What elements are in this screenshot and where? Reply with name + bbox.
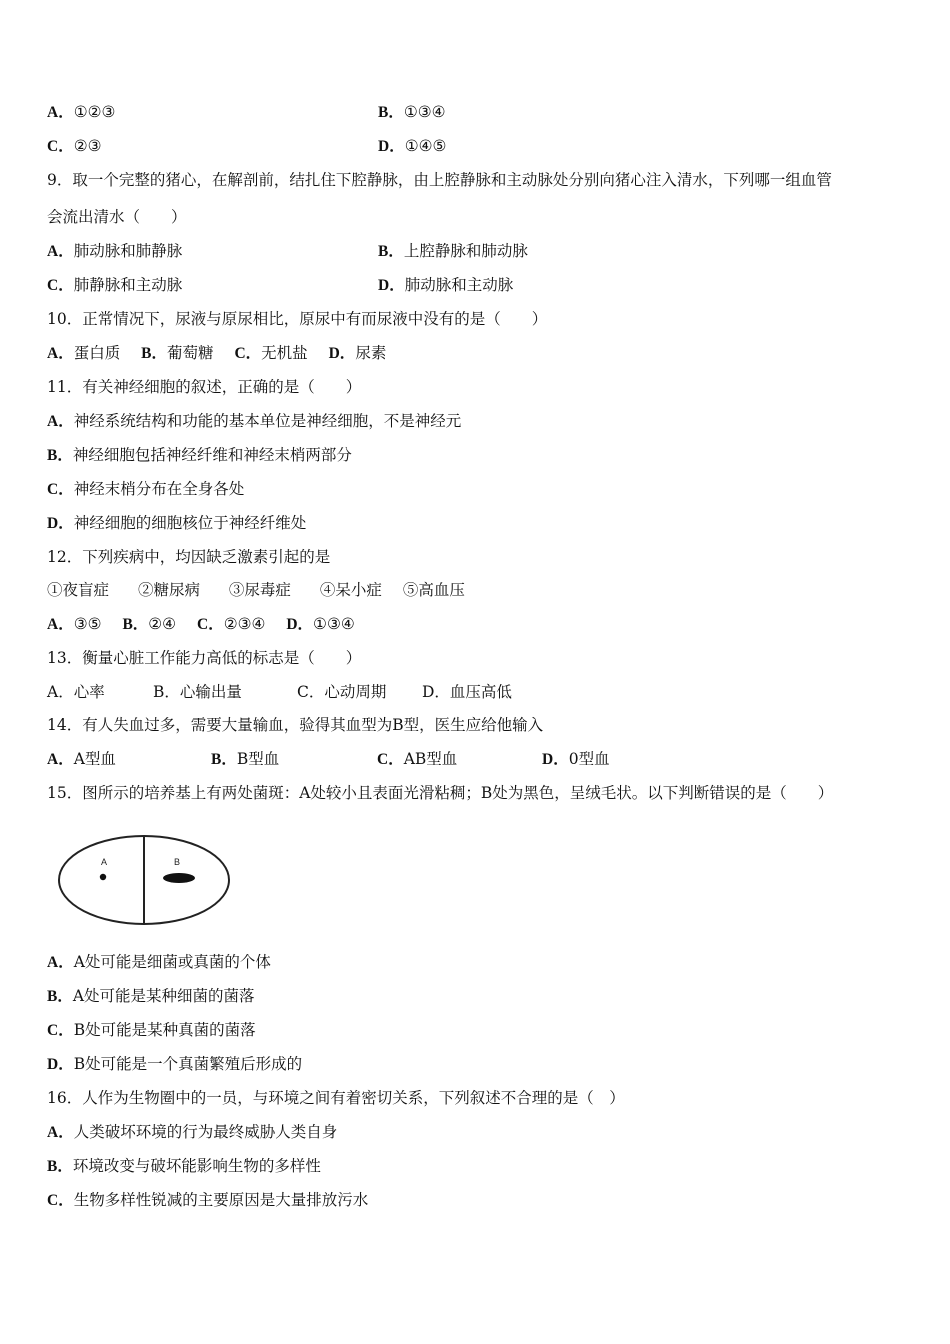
q16-option-c: C．生物多样性锐减的主要原因是大量排放污水 [47,1191,369,1209]
q15-option-c: C．B处可能是某种真菌的菌落 [47,1021,256,1039]
q9-stem-cont: 会流出清水（ ） [47,208,187,226]
q14-option-c: C．AB型血 [377,750,458,768]
q13-option-c: C．心动周期 [297,683,387,701]
q14-option-d: D．0型血 [542,750,610,768]
q15-option-a: A．A处可能是细菌或真菌的个体 [47,953,271,971]
q9-option-b: B．上腔静脉和肺动脉 [378,242,528,260]
q15-option-b: B．A处可能是某种细菌的菌落 [47,987,255,1005]
q11-option-c: C．神经末梢分布在全身各处 [47,480,245,498]
q9-option-d: D．肺动脉和主动脉 [378,276,514,294]
q16-option-a: A．人类破坏环境的行为最终威胁人类自身 [47,1123,338,1141]
colony-b [163,873,195,883]
q14-option-a: A．A型血 [47,750,116,768]
q13-stem: 13．衡量心脏工作能力高低的标志是（ ） [47,649,362,667]
q8-option-c: C．②③ [47,137,102,155]
q13-option-a: A．心率 [47,683,105,701]
q8-option-b: B．①③④ [378,103,446,121]
q13-option-d: D．血压高低 [422,683,512,701]
q10-options: A．蛋白质 B．葡萄糖 C．无机盐 D．尿素 [47,344,387,362]
q14-stem: 14．有人失血过多，需要大量输血，验得其血型为B型，医生应给他输入 [47,716,544,734]
q9-stem: 9．取一个完整的猪心，在解剖前，结扎住下腔静脉，由上腔静脉和主动脉处分别向猪心注入清水，下列哪一组血管 [47,171,832,189]
q15-stem: 15．图所示的培养基上有两处菌斑：A处较小且表面光滑粘稠；B处为黑色，呈绒毛状。以下判断错误的是（ ） [47,784,834,802]
label-b: B [174,857,181,867]
q8-option-a: A．①②③ [47,103,116,121]
q11-option-b: B．神经细胞包括神经纤维和神经末梢两部分 [47,446,352,464]
q12-stem: 12．下列疾病中，均因缺乏激素引起的是 [47,548,331,566]
q11-stem: 11．有关神经细胞的叙述，正确的是（ ） [47,378,362,396]
q12-options: A．③⑤ B．②④ C．②③④ D．①③④ [47,615,355,633]
q16-stem: 16．人作为生物圈中的一员，与环境之间有着密切关系，下列叙述不合理的是（ ） [47,1089,625,1107]
q15-option-d: D．B处可能是一个真菌繁殖后形成的 [47,1055,303,1073]
q9-option-a: A．肺动脉和肺静脉 [47,242,183,260]
q11-option-d: D．神经细胞的细胞核位于神经纤维处 [47,514,307,532]
q14-option-b: B．B型血 [211,750,280,768]
q12-items: ①夜盲症 ②糖尿病 ③尿毒症 ④呆小症 ⑤高血压 [47,581,465,599]
q8-option-d: D．①④⑤ [378,137,447,155]
q13-option-b: B．心输出量 [153,683,242,701]
q16-option-b: B．环境改变与破坏能影响生物的多样性 [47,1157,321,1175]
q9-option-c: C．肺静脉和主动脉 [47,276,183,294]
label-a: A [101,857,108,867]
colony-a [100,874,106,880]
q10-stem: 10．正常情况下，尿液与原尿相比，原尿中有而尿液中没有的是（ ） [47,310,548,328]
petri-dish-diagram [56,832,236,928]
q11-option-a: A．神经系统结构和功能的基本单位是神经细胞，不是神经元 [47,412,462,430]
